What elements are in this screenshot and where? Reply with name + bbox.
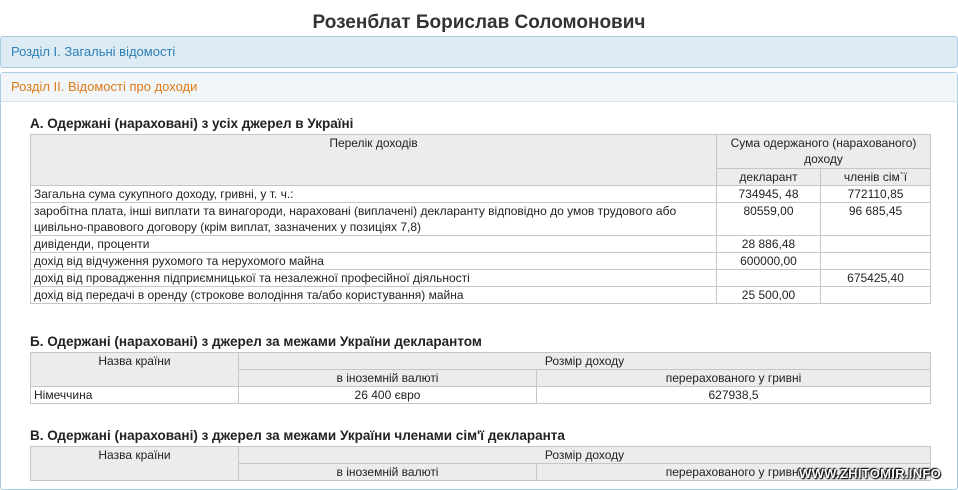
- row-uah: 627938,5: [537, 387, 931, 404]
- section-2-label: Розділ ІІ. Відомості про доходи: [11, 79, 198, 94]
- row-label: Загальна сума сукупного доходу, гривні, у т. ч.:: [31, 186, 717, 203]
- row-family: [821, 287, 931, 304]
- col-declarant: декларант: [717, 168, 821, 185]
- part-a-heading: А. Одержані (нараховані) з усіх джерел в Україні: [30, 116, 354, 131]
- table-row: [31, 236, 931, 253]
- table-row: [31, 270, 931, 287]
- row-declarant: 734945, 48: [717, 186, 821, 203]
- table-row: [31, 387, 931, 404]
- col-country: Назва країни: [31, 353, 239, 387]
- row-label: дивіденди, проценти: [31, 236, 717, 253]
- row-country: Німеччина: [31, 387, 239, 404]
- part-a-table: [30, 134, 931, 304]
- row-family: [821, 236, 931, 253]
- row-declarant: 28 886,48: [717, 236, 821, 253]
- watermark: WWW.ZHITOMIR.INFO: [799, 466, 942, 481]
- table-row: [31, 203, 931, 236]
- row-label: дохід від відчуження рухомого та нерухомого майна: [31, 253, 717, 270]
- page-title: Розенблат Борислав Соломонович: [312, 12, 646, 33]
- col-foreign-currency: в іноземній валюті: [239, 464, 537, 481]
- row-foreign: 26 400 євро: [239, 387, 537, 404]
- row-declarant: 600000,00: [717, 253, 821, 270]
- row-label: дохід від провадження підприємницької та незалежної професійної діяльності: [31, 270, 717, 287]
- row-declarant: 25 500,00: [717, 287, 821, 304]
- row-family: 772110,85: [821, 186, 931, 203]
- part-b-table: [30, 352, 931, 404]
- table-row: [31, 287, 931, 304]
- part-c-heading: В. Одержані (нараховані) з джерел за межами України членами сім'ї декларанта: [30, 428, 565, 443]
- row-label: дохід від передачі в оренду (строкове володіння та/або користування) майна: [31, 287, 717, 304]
- section-1-header[interactable]: [0, 36, 958, 68]
- row-family: 96 685,45: [821, 203, 931, 236]
- col-income-list: Перелік доходів: [31, 135, 717, 186]
- col-income-size: Розмір доходу: [239, 353, 931, 370]
- section-2-header[interactable]: [1, 73, 957, 102]
- row-declarant: [717, 270, 821, 287]
- row-family: [821, 253, 931, 270]
- col-income-size: Розмір доходу: [239, 447, 931, 464]
- col-income-sum: Сума одержаного (нарахованого) доходу: [717, 135, 931, 169]
- col-country: Назва країни: [31, 447, 239, 481]
- row-declarant: 80559,00: [717, 203, 821, 236]
- part-b-heading: Б. Одержані (нараховані) з джерел за межами України декларантом: [30, 334, 482, 349]
- col-foreign-currency: в іноземній валюті: [239, 370, 537, 387]
- row-label: заробітна плата, інші виплати та винагороди, нараховані (виплачені) декларанту відповідно до умов трудового або цивільно-правового договору (крім виплат, зазначених у позиціях 7,8): [31, 203, 717, 236]
- table-row: [31, 186, 931, 203]
- col-uah: перерахованого у гривні: [537, 370, 931, 387]
- part-c-table: [30, 446, 931, 481]
- col-uah: перерахованого у гривні: [537, 464, 931, 481]
- section-1-label: Розділ І. Загальні відомості: [11, 44, 176, 59]
- col-family: членів сім`ї: [821, 168, 931, 185]
- table-row: [31, 253, 931, 270]
- row-family: 675425,40: [821, 270, 931, 287]
